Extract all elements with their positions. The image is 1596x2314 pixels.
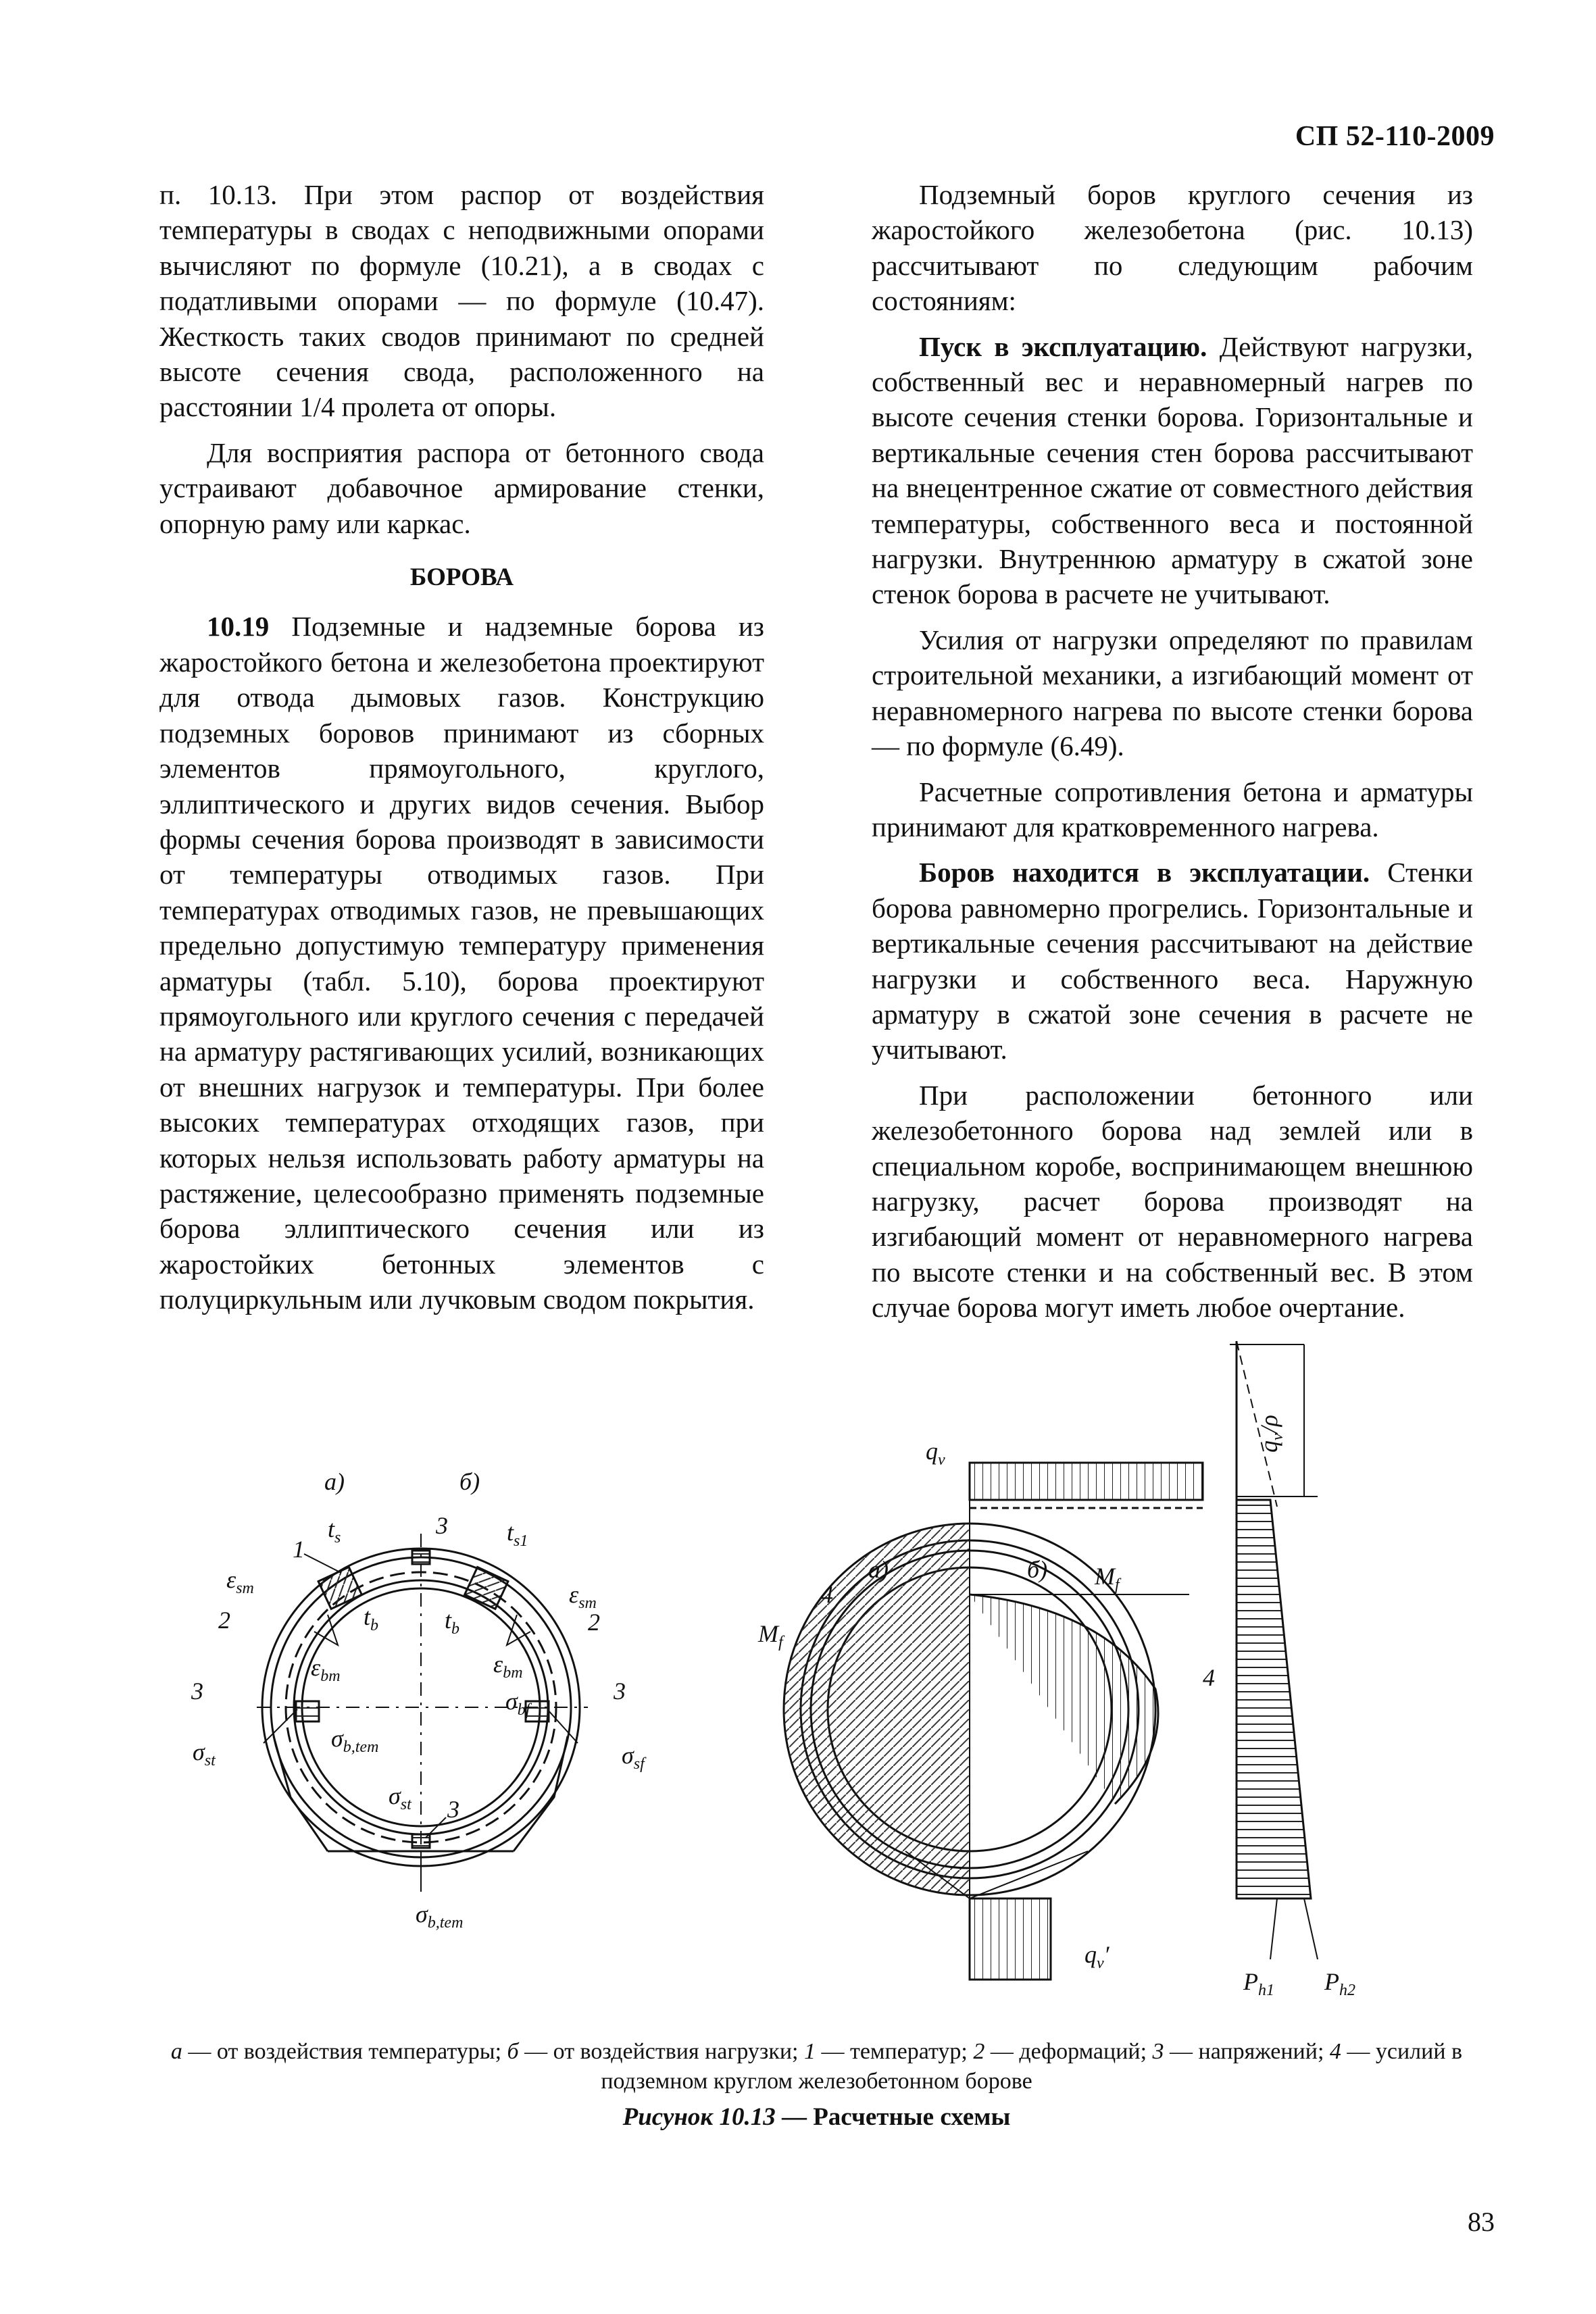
svg-text:б): б) [459,1468,480,1495]
svg-text:σsf: $\sigma_{sf}$ [622,1742,645,1773]
svg-text:εsm: $\varepsilon_{sm}$ [226,1566,254,1597]
svg-text:1: 1 [293,1536,305,1563]
paragraph: п. 10.13. При этом распор от воздействия температуры в сводах с неподвижными опорами вычисляют по формуле (10.21), а в сводах с податливыми опорами — по формуле (10.47). Жесткость таких сводов принимают по средней высоте сечения свода, расположенного на расстоянии 1/4 пролета от опоры. [159,179,764,423]
svg-text:3: 3 [436,1512,448,1539]
svg-text:tb: $t_b$ [445,1607,460,1638]
svg-text:σbf: $\sigma_{bf}$ [505,1688,530,1719]
svg-text:εsm: $\varepsilon_{sm}$ [569,1581,597,1612]
svg-text:qv: $q_v$ [926,1438,945,1469]
svg-text:σst: $\sigma_{st}$ [193,1738,216,1769]
right-load-diagram [784,1341,1318,1980]
svg-text:tb: $t_b$ [364,1603,379,1634]
paragraph: Усилия от нагрузки определяют по правилам строительной механики, а изгибающий момент от неравномерного нагрева по высоте стенки борова — по формуле (6.49). [872,624,1473,762]
svg-text:εbm: $\varepsilon_{bm}$ [493,1651,523,1682]
fraction: 1/4 [299,391,335,423]
paragraph: Боров находится в эксплуатации. Стенки борова равномерно прогрелись. Горизонтальные и вертикальные сечения рассчитывают на действие нагрузки и собственного веса. Наружную арматуру в сжатой зоне сечения в расчете не учитывают. [872,857,1473,1065]
svg-text:б): б) [1027,1556,1048,1583]
document-code-header: СП 52-110-2009 [1295,121,1495,152]
page-number: 83 [1468,2207,1495,2237]
svg-text:σb,tem: $\sigma_{b,tem}$ [416,1901,464,1932]
clause-number: 10.19 [207,611,270,643]
left-text-column [159,177,764,1328]
figure-title: Рисунок 10.13 — Расчетные схемы [622,2103,1011,2131]
section-heading: БОРОВА [409,563,514,592]
figure-caption: а — от воздействия температуры; б — от воздействия нагрузки; 1 — температур; 2 — деформаций; 3 — напряжений; 4 — усилий в подземном круглом железобетонном борове [170,2039,1463,2094]
svg-text:3: 3 [614,1678,626,1705]
svg-text:3: 3 [447,1796,459,1823]
svg-text:2: 2 [218,1607,230,1634]
left-temperature-diagram [257,1534,588,1892]
paragraph: Подземный боров круглого сечения из жаростойкого железобетона (рис. 10.13) рассчитывают по следующим рабочим состояниям: [872,179,1473,317]
svg-text:ts: $t_s$ [328,1515,341,1546]
svg-text:Mf: $M_f$ [1095,1563,1120,1594]
paragraph: Расчетные сопротивления бетона и арматуры принимают для кратковременного нагрева. [872,776,1473,842]
paragraph: Пуск в эксплуатацию. Действуют нагрузки, собственный вес и неравномерный нагрев по высоте сечения стенки борова. Горизонтальные и вертикальные сечения стен борова рассчитывают на внецентренное сжатие от совместного действия температуры, собственного веса и постоянной нагрузки. Внутреннюю арматуру в сжатой зоне стенок борова в расчете не учитывают. [872,330,1473,610]
paragraph: При расположении бетонного или железобетонного борова над землей или в специальном коробе, воспринимающем внешнюю нагрузку, расчет борова производят на изгибающий момент от неравномерного нагрева по высоте стенки и на собственный вес. В этом случае борова могут иметь любое очертание. [872,1079,1473,1324]
figure-10-13 [155,1331,1480,2034]
svg-text:2: 2 [588,1609,600,1636]
left-diagram-labels [191,1468,647,1932]
svg-text:а): а) [868,1556,889,1583]
svg-text:3: 3 [191,1678,203,1705]
svg-text:σst: $\sigma_{st}$ [389,1782,412,1813]
paragraph: 10.19 Подземные и надземные борова из жаростойкого бетона и железобетона проектируют для отвода дымовых газов. Конструкцию подземных боровов принимают из сборных элементов прямоугольного, круглого, эллиптического и других видов сечения. Выбор формы сечения борова производят в зависимости от температуры отводимых газов. При температурах отводимых газов, не превышающих предельно допустимую температуру применения арматуры (табл. 5.10), борова проектируют прямоугольного или круглого сечения с передачей на арматуру растягивающих усилий, возникающих от внешних нагрузок и температуры. При более высоких температурах отходящих газов, при которых нельзя использовать работу арматуры на растяжение, целесообразно применять подземные борова эллиптического сечения или из жаростойких бетонных элементов с полуциркульным или лучковым сводом покрытия. [159,611,764,1315]
svg-text:qv′: $q_v'$ [1084,1941,1109,1972]
svg-text:qv/ρ: $q_v/\rho$ [1255,1415,1287,1453]
svg-text:ts1: $t_{s1}$ [507,1519,528,1550]
svg-text:Mf: $M_f$ [758,1620,783,1651]
svg-text:σb,tem: $\sigma_{b,tem}$ [331,1725,379,1756]
svg-text:4: 4 [1203,1664,1215,1691]
svg-text:Ph2: $P_{h2}$ [1324,1968,1355,1999]
svg-text:4: 4 [821,1581,833,1608]
svg-text:а): а) [324,1468,345,1495]
right-text-column [872,177,1473,1336]
paragraph: Для восприятия распора от бетонного свода устраивают добавочное армирование стенки, опорную раму или каркас. [159,436,764,539]
svg-text:Ph1: $P_{h1}$ [1243,1968,1274,1999]
svg-text:εbm: $\varepsilon_{bm}$ [311,1654,341,1685]
